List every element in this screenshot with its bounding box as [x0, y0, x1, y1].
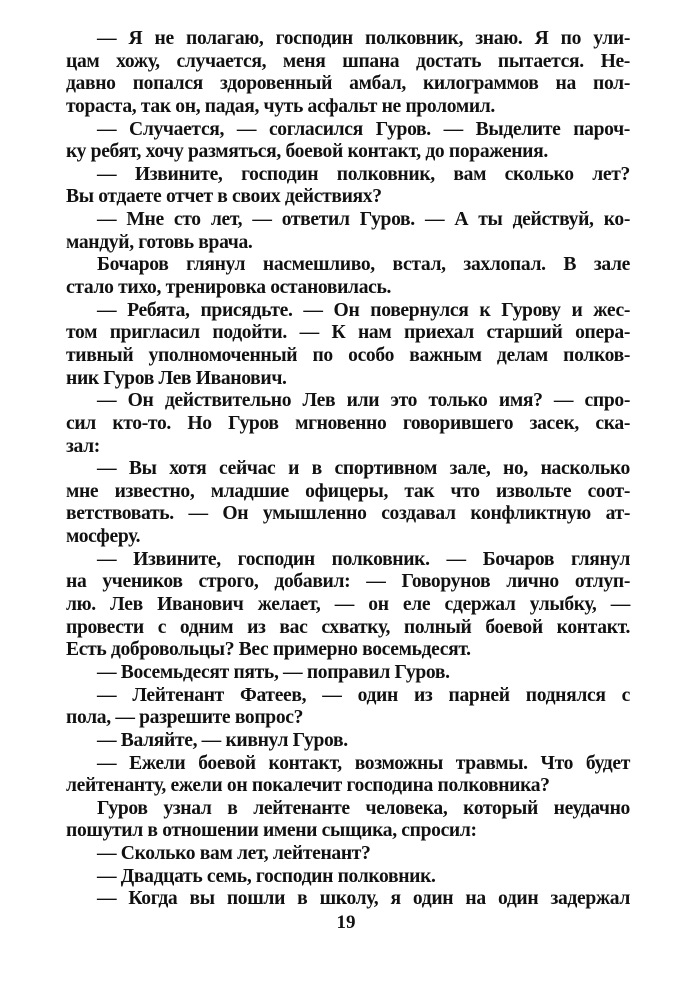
- text-line: тораста, так он, падая, чуть асфальт не проломил.: [66, 95, 495, 117]
- text-line: зал:: [66, 435, 100, 457]
- text-line: — Ребята, присядьте. — Он повернулся к Гурову и жес-: [97, 299, 630, 321]
- text-line: — Случается, — согласился Гуров. — Выделите пароч-: [97, 118, 630, 140]
- text-line: — Лейтенант Фатеев, — один из парней поднялся с: [97, 684, 630, 706]
- text-line: ник Гуров Лев Иванович.: [66, 367, 287, 389]
- text-line: — Он действительно Лев или это только имя? — спро-: [97, 390, 630, 412]
- text-line: провести с одним из вас схватку, полный боевой контакт.: [66, 616, 630, 638]
- text-line: Вы отдаете отчет в своих действиях?: [66, 186, 382, 208]
- text-line: — Двадцать семь, господин полковник.: [97, 865, 436, 887]
- text-line: — Мне сто лет, — ответил Гуров. — А ты действуй, ко-: [97, 209, 630, 231]
- text-line: Гуров узнал в лейтенанте человека, который неудачно: [97, 797, 630, 819]
- text-line: лю. Лев Иванович желает, — он еле сдержал улыбку, —: [66, 594, 630, 616]
- text-line: — Валяйте, — кивнул Гуров.: [97, 729, 348, 751]
- text-line: — Ежели боевой контакт, возможны травмы. Что будет: [97, 752, 630, 774]
- text-line: тивный уполномоченный по особо важным делам полков-: [66, 344, 630, 366]
- text-line: Бочаров глянул насмешливо, встал, захлопал. В зале: [97, 254, 630, 276]
- text-line: том пригласил подойти. — К нам приехал старший опера-: [66, 322, 630, 344]
- text-line: лейтенанту, ежели он покалечит господина полковника?: [66, 775, 550, 797]
- text-line: мандуй, готовь врача.: [66, 231, 253, 253]
- text-line: — Когда вы пошли в школу, я один на один задержал: [97, 888, 630, 910]
- text-line: Есть добровольцы? Вес примерно восемьдесят.: [66, 639, 471, 661]
- text-line: мосферу.: [66, 526, 141, 548]
- text-line: — Сколько вам лет, лейтенант?: [97, 843, 371, 865]
- text-line: пошутил в отношении имени сыщика, спросил:: [66, 820, 477, 842]
- text-line: — Извините, господин полковник, вам сколько лет?: [97, 163, 630, 185]
- text-line: ветствовать. — Он умышленно создавал конфликтную ат-: [66, 503, 630, 525]
- text-line: пола, — разрешите вопрос?: [66, 707, 304, 729]
- page-body: [66, 28, 630, 911]
- text-line: давно попался здоровенный амбал, килограммов на пол-: [66, 73, 630, 95]
- text-line: на учеников строго, добавил: — Говорунов лично отлуп-: [66, 571, 630, 593]
- text-line: — Вы хотя сейчас и в спортивном зале, но, насколько: [97, 458, 630, 480]
- text-line: ку ребят, хочу размяться, боевой контакт, до поражения.: [66, 141, 548, 163]
- text-line: сил кто-то. Но Гуров мгновенно говорившего засек, ска-: [66, 412, 630, 434]
- text-line: — Извините, господин полковник. — Бочаров глянул: [97, 548, 630, 570]
- text-line: мне известно, младшие офицеры, так что извольте соот-: [66, 480, 630, 502]
- text-line: стало тихо, тренировка остановилась.: [66, 277, 392, 299]
- text-line: цам хожу, случается, меня шпана достать пытается. Не-: [66, 50, 630, 72]
- page-number: 19: [336, 912, 356, 933]
- text-line: — Я не полагаю, господин полковник, знаю. Я по ули-: [97, 28, 630, 49]
- text-line: — Восемьдесят пять, — поправил Гуров.: [97, 661, 450, 683]
